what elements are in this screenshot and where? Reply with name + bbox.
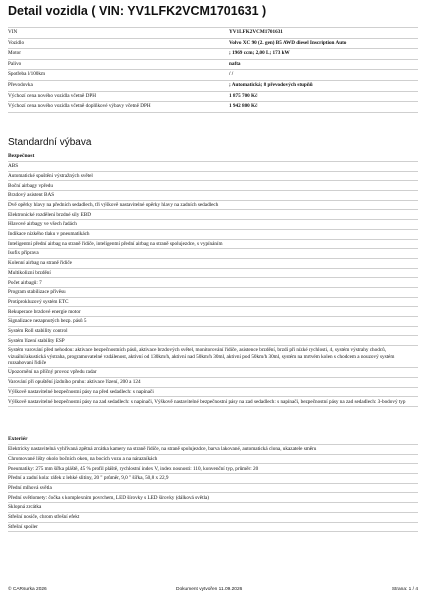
equipment-item: Výškově nastavitelné bezpečnostní pásy na zad sedadlech: s napínači, Výškově nastavitelné bezpečnostní pásy na zad sedadlech: s napínači, bezpečnostní pásy na zad sedadlech: 3-bodový typ [8, 397, 418, 407]
equipment-item: Kolenní airbag na straně řidiče [8, 259, 418, 269]
equipment-item: Dvě opěrky hlavy na předních sedadlech, tři výškově nastavitelné opěrky hlavy na zadních sedadlech [8, 201, 418, 211]
spec-row [8, 92, 418, 103]
equipment-item: ABS [8, 162, 418, 172]
spec-label: Výchozí cena nového vozidla včetně DPH [8, 92, 97, 99]
equipment-item: Pneumatiky: 275 mm šířka pláště, 45 % profil pláště, rychlostní index V, index nosnosti: 110, konvenční typ, průměr: 20 [8, 464, 418, 474]
spec-label: Výchozí cena nového vozidla včetně doplňkové výbavy včetně DPH [8, 103, 151, 110]
safety-group-title: Bezpečnost [8, 152, 418, 162]
spec-label: Motor [8, 50, 21, 57]
equipment-item: Elektronické rozdělení brzdné síly EBD [8, 210, 418, 220]
equipment-item: Inteligentní přední airbag na straně řidiče, inteligentní přední airbag na straně spolujezdce, s vypínáním [8, 240, 418, 250]
exterior-list [8, 445, 418, 532]
equipment-item: Systém Roll stability control [8, 327, 418, 337]
spec-label: Palivo [8, 60, 22, 67]
equipment-item: Sklopná zrcátka [8, 503, 418, 513]
equipment-item: Výškově nastavitelné bezpečnostní pásy na před sedadlech: s napínači [8, 388, 418, 398]
spec-table [8, 27, 418, 113]
equipment-item: Systém řízení stability ESP [8, 336, 418, 346]
equipment-item: Systém varování před nehodou: aktivace bezpečnostních pásů, aktivace brzdových světel, monitorování řidiče, asistence brzdění, brzdí při nízké rychlosti, 4, systém výstrahy chodců, vizuální/akustická výstraha, programovatelné vzdálenost, aktivní od 130km/h, aktivní nad 50km/h 30ml, aktivní pod 50km/h 30ml, systém na mrtvém kolen s chodcem a nouzový systém rozsahovaní řidiče [8, 346, 418, 368]
spec-label: VIN [8, 29, 18, 35]
spec-row [8, 102, 418, 113]
equipment-item: Přední a zadní kola: ráfek z lehké slitiny, 20 " průměr, 9,0 " šířka, 50,8 x 22,9 [8, 474, 418, 484]
spec-value: ; Automatická; 8 převodových stupňů [229, 81, 313, 88]
equipment-item: Přední mlhová světla [8, 484, 418, 494]
spec-value: nafta [229, 60, 241, 67]
equipment-item: Boční airbagy vpředu [8, 181, 418, 191]
equipment-item: Protiprokluzový systém ETC [8, 298, 418, 308]
exterior-group [8, 435, 418, 532]
equipment-item: Střešní spoiler [8, 523, 418, 533]
equipment-item: Signalizace nezapnutých bezp. pásů 5 [8, 317, 418, 327]
safety-group [8, 152, 418, 407]
footer-page-number: Strana: 1 / 4 [391, 587, 418, 592]
equipment-item: Program stabilizace přívěsu [8, 288, 418, 298]
equipment-item: Varování při opuštění jízdního pruhu: aktivace řízení, 200 a 124 [8, 378, 418, 388]
equipment-item: Počet airbagů: 7 [8, 278, 418, 288]
equipment-item: Střešní nosiče, chrom střešní efekt [8, 513, 418, 523]
equipment-item: Přední světlomety: čočka s komplexním povrchem, LED šírovky s LED šírovky (dálková světla) [8, 493, 418, 503]
spec-value: 1 942 800 Kč [229, 103, 258, 110]
equipment-item: Indikace nízkého tlaku v pneumatikách [8, 230, 418, 240]
equipment-item: Hlavové airbagy ve všech řadách [8, 220, 418, 230]
footer-copyright: © CARsurka 2026 [8, 587, 47, 592]
spec-row [8, 49, 418, 60]
equipment-item: Chromované lišty okolo bočních oken, na bocích vozu a na nárazníkách [8, 455, 418, 465]
exterior-group-title: Exteriér [8, 435, 418, 445]
spec-value: YV1LFK2VCM1701631 [229, 29, 283, 35]
spec-value: Volvo XC 90 (2. gen) B5 AWD diesel Inscription Auto [229, 39, 347, 46]
spec-row [8, 27, 418, 39]
equipment-item: Upozornění na příčný provoz vpředu radar [8, 368, 418, 378]
equipment-item: Automatické spuštění výstražných světel [8, 172, 418, 182]
equipment-item: Isofix příprava [8, 249, 418, 259]
spec-row [8, 81, 418, 92]
document-title: Detail vozidla ( VIN: YV1LFK2VCM1701631 ) [8, 4, 267, 18]
spec-value: 1 875 700 Kč [229, 92, 258, 99]
footer-created: Dokument vytvořen 11.09.2026 [176, 587, 243, 592]
spec-label: Převodovka [8, 81, 33, 88]
equipment-item: Multikolizní brzdění [8, 269, 418, 279]
spec-value: ; 1969 ccm; 2,00 L; 173 kW [229, 50, 290, 57]
section-title: Standardní výbava [8, 137, 92, 148]
spec-row [8, 39, 418, 50]
spec-label: Spotřeba l/100km [8, 71, 46, 78]
spec-value: / / [229, 71, 234, 78]
safety-list [8, 162, 418, 407]
page-footer [8, 587, 418, 595]
equipment-item: Elektricky nastavitelná vyhřívaná zpětná zrcátka kamery na straně řidiče, na straně spolujezdce, barva lakované, automatická clona, ukazatele směru [8, 445, 418, 455]
equipment-item: Rekuperace brzdové energie motor [8, 307, 418, 317]
spec-label: Vozidlo [8, 39, 25, 46]
spec-row [8, 60, 418, 71]
equipment-item: Brzdový asistent BAS [8, 191, 418, 201]
spec-row [8, 70, 418, 81]
